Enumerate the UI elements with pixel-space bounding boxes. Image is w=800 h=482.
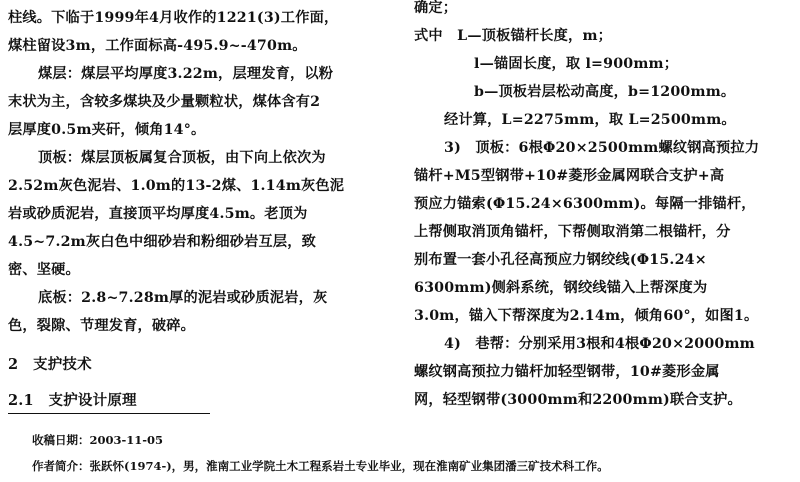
author-bio: 作者简介：张跃怀(1974-)，男，淮南工业学院土木工程系岩土专业毕业，现在淮南矿业集团潘三矿技术科工作。 <box>32 459 609 473</box>
paragraph-line: 3) 顶板：6根Φ20×2500mm螺纹钢高预拉力 <box>444 140 760 156</box>
paragraph-line: 色，裂隙、节理发育，破碎。 <box>8 318 196 334</box>
left-column <box>8 0 400 415</box>
received-date: 收稿日期：2003-11-05 <box>32 433 164 447</box>
formula-definition: l—锚固长度，取 l=900mm； <box>474 56 679 72</box>
formula-definition: 式中 L—顶板锚杆长度，m； <box>414 28 613 44</box>
paragraph-line: 柱线。下临于1999年4月收作的1221(3)工作面， <box>8 10 339 26</box>
paragraph-line: 末状为主，含较多煤块及少量颗粒状，煤体含有2 <box>8 94 321 110</box>
paragraph-line: 别布置一套小孔径高预应力钢绞线(Φ15.24× <box>414 252 707 268</box>
paragraph-line: 6300mm)侧斜系统，钢绞线锚入上帮深度为 <box>414 280 708 296</box>
paragraph-line: 顶板：煤层顶板属复合顶板，由下向上依次为 <box>38 150 326 166</box>
paragraph-line: 锚杆+M5型钢带+10#菱形金属网联合支护+高 <box>414 168 725 184</box>
paragraph-line: 密、坚硬。 <box>8 262 80 278</box>
paragraph-line: 煤层：煤层平均厚度3.22m，层理发育，以粉 <box>38 66 334 82</box>
paragraph-line: 层厚度0.5m夹矸，倾角14°。 <box>8 122 206 138</box>
paragraph-line: 预应力锚索(Φ15.24×6300mm)。每隔一排锚杆， <box>414 196 756 212</box>
paragraph-line: 4) 巷帮：分别采用3根和4根Φ20×2000mm <box>444 336 755 352</box>
right-column <box>414 0 792 414</box>
formula-definition: b—顶板岩层松动高度，b=1200mm。 <box>474 84 736 100</box>
paragraph-line: 3.0m，锚入下帮深度为2.14m，倾角60°，如图1。 <box>414 308 759 324</box>
paragraph-line: 煤柱留设3m，工作面标高-495.9~-470m。 <box>8 38 307 54</box>
paragraph-line: 4.5~7.2m灰白色中细砂岩和粉细砂岩互层，致 <box>8 234 317 250</box>
paragraph-line: 确定； <box>414 0 458 16</box>
paragraph-line: 上帮侧取消顶角锚杆，下帮侧取消第二根锚杆，分 <box>414 224 731 240</box>
calculation-result: 经计算，L=2275mm，取 L=2500mm。 <box>444 112 736 128</box>
paragraph-line: 岩或砂质泥岩，直接顶平均厚度4.5m。老顶为 <box>8 206 308 222</box>
section-heading: 2 支护技术 <box>8 356 92 373</box>
paragraph-line: 网，轻型钢带(3000mm和2200mm)联合支护。 <box>414 392 742 408</box>
footnote-divider <box>8 413 210 414</box>
paragraph-line: 底板：2.8~7.28m厚的泥岩或砂质泥岩，灰 <box>38 290 328 306</box>
subsection-heading: 2.1 支护设计原理 <box>8 392 137 409</box>
paragraph-line: 2.52m灰色泥岩、1.0m的13-2煤、1.14m灰色泥 <box>8 178 345 194</box>
paragraph-line: 螺纹钢高预拉力锚杆加轻型钢带，10#菱形金属 <box>414 364 720 380</box>
